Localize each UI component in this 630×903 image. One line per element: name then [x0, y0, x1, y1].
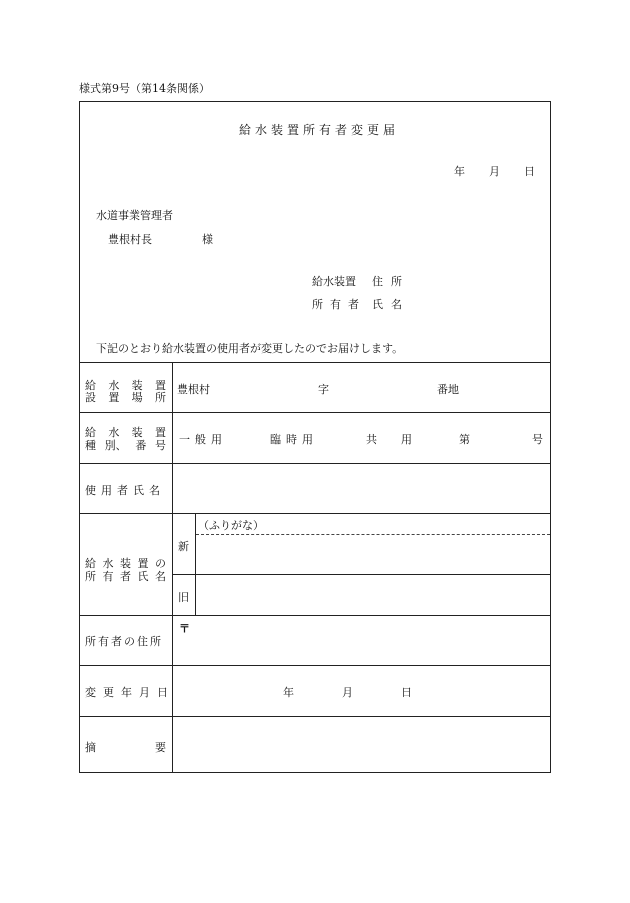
postal-mark: 〒 — [179, 622, 190, 635]
addressee-title: 水道事業管理者 — [96, 209, 173, 222]
label-char: 水 — [108, 379, 120, 392]
label-char: 設 — [85, 391, 96, 404]
type-label-line2 — [85, 437, 166, 453]
label-char: 装 — [131, 379, 143, 392]
label-char: 番 — [135, 439, 147, 452]
summary-label — [85, 739, 166, 755]
location-label-line2 — [85, 389, 166, 405]
type-temporary: 臨時用 — [270, 433, 318, 446]
user-name-label: 使用者氏名 — [85, 484, 165, 497]
label-char: 氏 — [137, 570, 149, 583]
label-char: 給 — [85, 557, 96, 570]
date-day-label: 日 — [524, 165, 535, 178]
label-char: 所 — [85, 570, 96, 583]
label-char: 摘 — [85, 741, 96, 754]
type-general: 一般用 — [179, 433, 227, 446]
row-rule-3 — [80, 513, 550, 514]
label-char: の — [155, 557, 166, 570]
applicant-label-top: 給水装置 — [312, 275, 356, 288]
row-rule-5 — [80, 665, 550, 666]
change-date-year: 年 — [283, 686, 294, 699]
label-char: 装 — [120, 557, 131, 570]
change-date-day: 日 — [401, 686, 412, 699]
furigana-label: （ふりがな） — [198, 519, 264, 532]
label-char: 置 — [154, 426, 166, 439]
change-date-month: 月 — [342, 686, 353, 699]
date-year-label: 年 — [454, 165, 465, 178]
type-go: 号 — [532, 433, 543, 446]
type-shared: 共用 — [366, 433, 436, 446]
label-char: 装 — [131, 426, 143, 439]
form-number: 様式第9号（第14条関係） — [79, 82, 210, 95]
table-top-rule — [80, 362, 550, 363]
label-char: 置 — [154, 379, 166, 392]
notification-form — [79, 101, 551, 773]
change-date-label: 変更年月日 — [85, 686, 175, 699]
row-rule-new-old — [172, 574, 550, 575]
row-rule-6 — [80, 716, 550, 717]
applicant-address-label: 住所 — [372, 275, 410, 288]
label-char: 号 — [154, 439, 166, 452]
owner-new-label: 新 — [178, 540, 189, 553]
label-char: 場 — [131, 391, 143, 404]
location-aza: 字 — [318, 383, 329, 396]
label-char: 水 — [108, 426, 120, 439]
row-rule-1 — [80, 412, 550, 413]
statement-text: 下記のとおり給水装置の使用者が変更したのでお届けします。 — [96, 342, 404, 355]
addressee-name: 豊根村長 — [108, 233, 152, 246]
label-char: 別、 — [104, 439, 127, 452]
label-char: 所 — [154, 391, 166, 404]
label-char: 種 — [85, 439, 96, 452]
label-char: 給 — [85, 379, 96, 392]
applicant-label-bottom: 所有者 — [312, 298, 366, 311]
date-month-label: 月 — [489, 165, 500, 178]
row-rule-4 — [80, 615, 550, 616]
label-column-rule — [172, 362, 173, 772]
location-village: 豊根村 — [177, 383, 210, 396]
label-char: 要 — [155, 741, 166, 754]
label-char: 名 — [155, 570, 166, 583]
label-char: 有 — [102, 570, 114, 583]
addressee-honorific: 様 — [202, 233, 213, 246]
type-dai: 第 — [459, 433, 470, 446]
form-title: 給水装置所有者変更届 — [239, 123, 400, 137]
new-old-column-rule — [195, 513, 196, 615]
label-char: 給 — [85, 426, 96, 439]
label-char: 置 — [137, 557, 149, 570]
furigana-dashed-rule — [196, 534, 550, 535]
owner-name-label-line2 — [85, 568, 166, 584]
owner-address-label: 所有者の住所 — [85, 635, 163, 648]
row-rule-2 — [80, 463, 550, 464]
label-char: 水 — [102, 557, 114, 570]
owner-old-label: 旧 — [178, 591, 189, 604]
location-banchi: 番地 — [437, 383, 459, 396]
label-char: 置 — [108, 391, 120, 404]
label-char: 者 — [120, 570, 131, 583]
applicant-name-label: 氏名 — [372, 298, 410, 311]
